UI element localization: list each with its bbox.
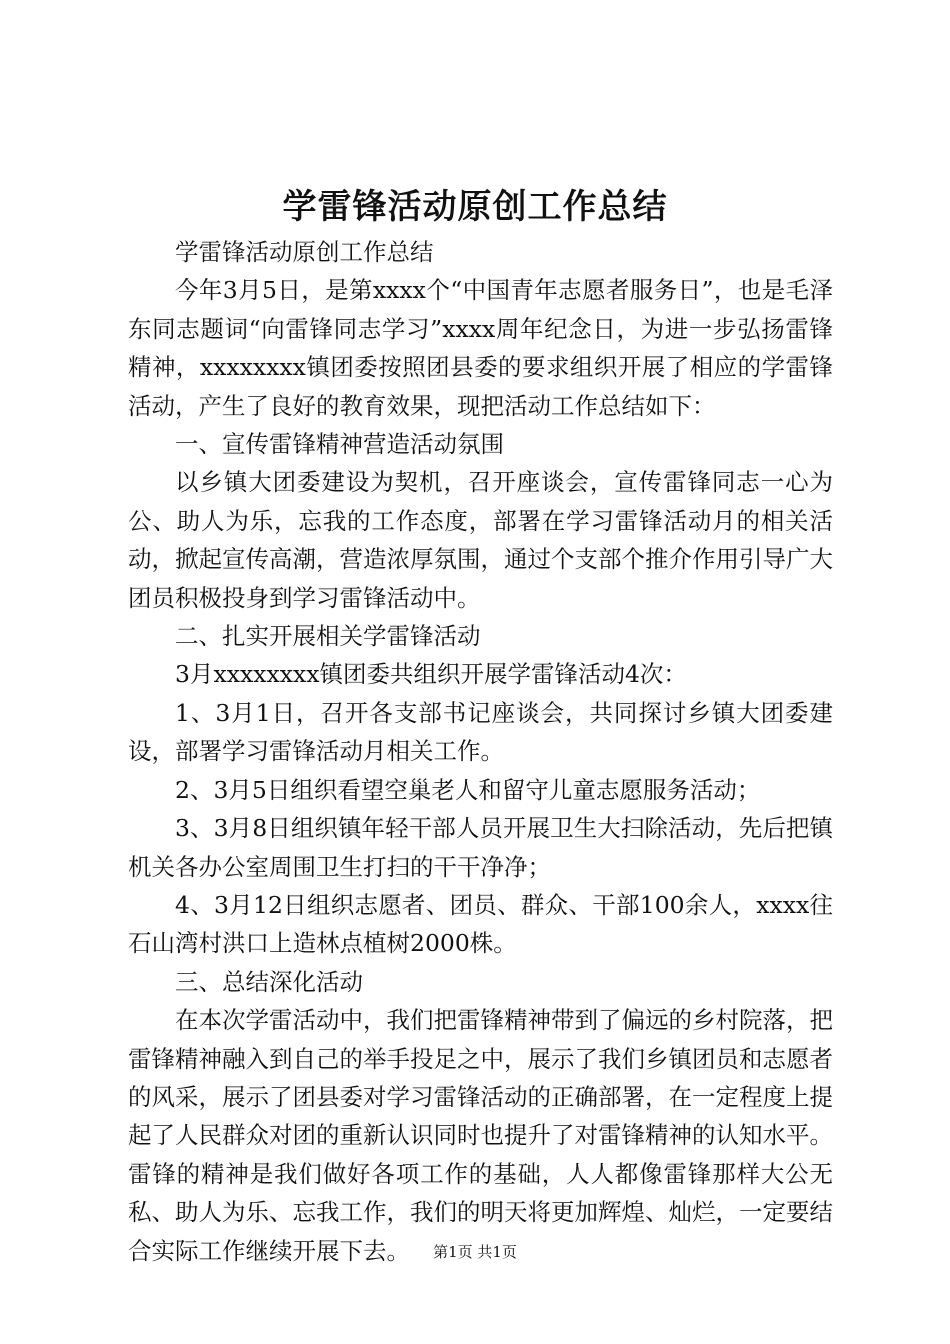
section-heading-2: 二、扎实开展相关学雷锋活动 [175,622,481,651]
section-1-paragraph: 以乡镇大团委建设为契机，召开座谈会，宣传雷锋同志一心为公、助人为乐，忘我的工作态度，部署在学习雷锋活动月的相关活动，掀起宣传高潮，营造浓厚氛围，通过个支部个推介作用引导广大团员积极投身到学习雷锋活动中。 [128,468,833,612]
activity-item-4: 4、3月12日组织志愿者、团员、群众、干部100余人，xxxx往石山湾村洪口上造林点植树2000株。 [128,890,833,958]
page-title: 学雷锋活动原创工作总结 [282,187,668,227]
section-heading-3: 三、总结深化活动 [175,967,363,996]
conclusion-paragraph: 在本次学雷活动中，我们把雷锋精神带到了偏远的乡村院落，把雷锋精神融入到自己的举手投足之中，展示了我们乡镇团员和志愿者的风采，展示了团县委对学习雷锋活动的正确部署，在一定程度上提起了人民群众对团的重新认识同时也提升了对雷锋精神的认知水平。雷锋的精神是我们做好各项工作的基础，人人都像雷锋那样大公无私、助人为乐、忘我工作，我们的明天将更加辉煌、灿烂，一定要结合实际工作继续开展下去。 [128,1006,833,1265]
intro-paragraph: 今年3月5日，是第xxxx个“中国青年志愿者服务日”，也是毛泽东同志题词“向雷锋同志学习”xxxx周年纪念日，为进一步弘扬雷锋精神，xxxxxxxx镇团委按照团县委的要求组织开展了相应的学雷锋活动，产生了良好的教育效果，现把活动工作总结如下： [128,276,833,420]
subtitle-paragraph: 学雷锋活动原创工作总结 [175,238,434,266]
activity-item-1: 1、3月1日，召开各支部书记座谈会，共同探讨乡镇大团委建设，部署学习雷锋活动月相关工作。 [128,698,833,766]
page-number-footer: 第1页 共1页 [433,1243,517,1261]
activity-item-3: 3、3月8日组织镇年轻干部人员开展卫生大扫除活动，先后把镇机关各办公室周围卫生打扫的干干净净； [128,814,833,881]
section-2-summary: 3月xxxxxxxx镇团委共组织开展学雷锋活动4次： [175,660,687,689]
activity-item-2: 2、3月5日组织看望空巢老人和留守儿童志愿服务活动； [175,775,761,804]
section-heading-1: 一、宣传雷锋精神营造活动氛围 [175,430,504,459]
document-body [128,233,833,1270]
